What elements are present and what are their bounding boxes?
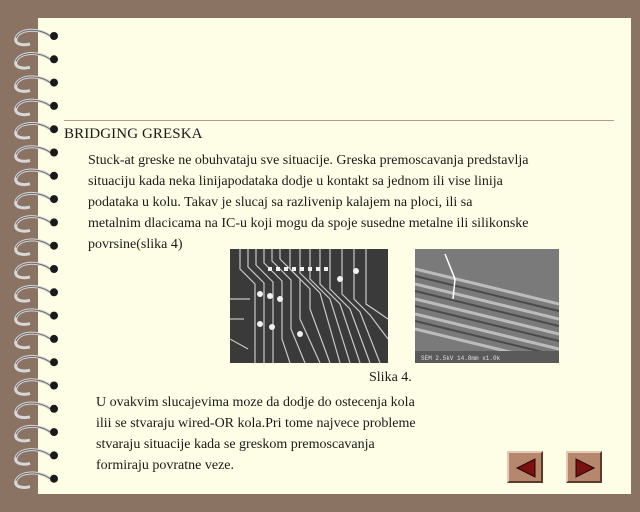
spiral-ring — [16, 356, 58, 371]
paragraph-line: povrsine(slika 4) — [88, 237, 183, 252]
closing-line: U ovakvim slucajevima moze da dodje do ostecenja kola — [96, 395, 415, 410]
sem-micrograph-photo — [415, 249, 559, 363]
spiral-ring — [16, 333, 58, 348]
spiral-ring — [16, 54, 58, 69]
triangle-right-icon — [573, 457, 597, 479]
sem-scale-label: SEM 2.5kV 14.8mm x1.0k — [421, 355, 501, 362]
spiral-ring — [16, 147, 58, 162]
previous-slide-button[interactable] — [507, 451, 543, 483]
spiral-ring — [16, 30, 58, 45]
closing-paragraph — [96, 392, 486, 476]
body-paragraph — [88, 150, 608, 255]
paragraph-line: situaciju kada neka linijapodataka dodje u kontakt sa jednom ili vise linija — [88, 174, 503, 189]
spiral-ring — [16, 473, 58, 488]
triangle-left-icon — [514, 457, 538, 479]
spiral-ring — [16, 123, 58, 138]
closing-line: ilii se stvaraju wired-OR kola.Pri tome najvece probleme — [96, 416, 416, 431]
next-slide-button[interactable] — [566, 451, 602, 483]
spiral-ring — [16, 426, 58, 441]
slide-title: BRIDGING GRESKA — [64, 126, 203, 142]
spiral-ring — [16, 77, 58, 92]
circuit-board-photo — [230, 249, 388, 363]
figure-caption: Slika 4. — [369, 370, 412, 385]
title-divider — [64, 120, 614, 121]
spiral-ring — [16, 403, 58, 418]
closing-line: stvaraju situacije kada se greskom premoscavanja — [96, 437, 375, 452]
paragraph-line: Stuck-at greske ne obuhvataju sve situacije. Greska premoscavanja predstavlja — [88, 153, 529, 168]
paragraph-line: podataka u kolu. Takav je slucaj sa razlivenip kalajem na ploci, ili sa — [88, 195, 473, 210]
spiral-ring — [16, 380, 58, 395]
closing-line: formiraju povratne veze. — [96, 458, 234, 473]
spiral-ring — [16, 217, 58, 232]
spiral-ring — [16, 193, 58, 208]
paragraph-line: metalnim dlacicama na IC-u koji mogu da spoje susedne metalne ili silikonske — [88, 216, 529, 231]
spiral-ring — [16, 450, 58, 465]
spiral-ring — [16, 240, 58, 255]
spiral-ring — [16, 100, 58, 115]
spiral-binding — [0, 0, 70, 512]
spiral-ring — [16, 170, 58, 185]
spiral-ring — [16, 263, 58, 278]
spiral-ring — [16, 310, 58, 325]
spiral-ring — [16, 287, 58, 302]
